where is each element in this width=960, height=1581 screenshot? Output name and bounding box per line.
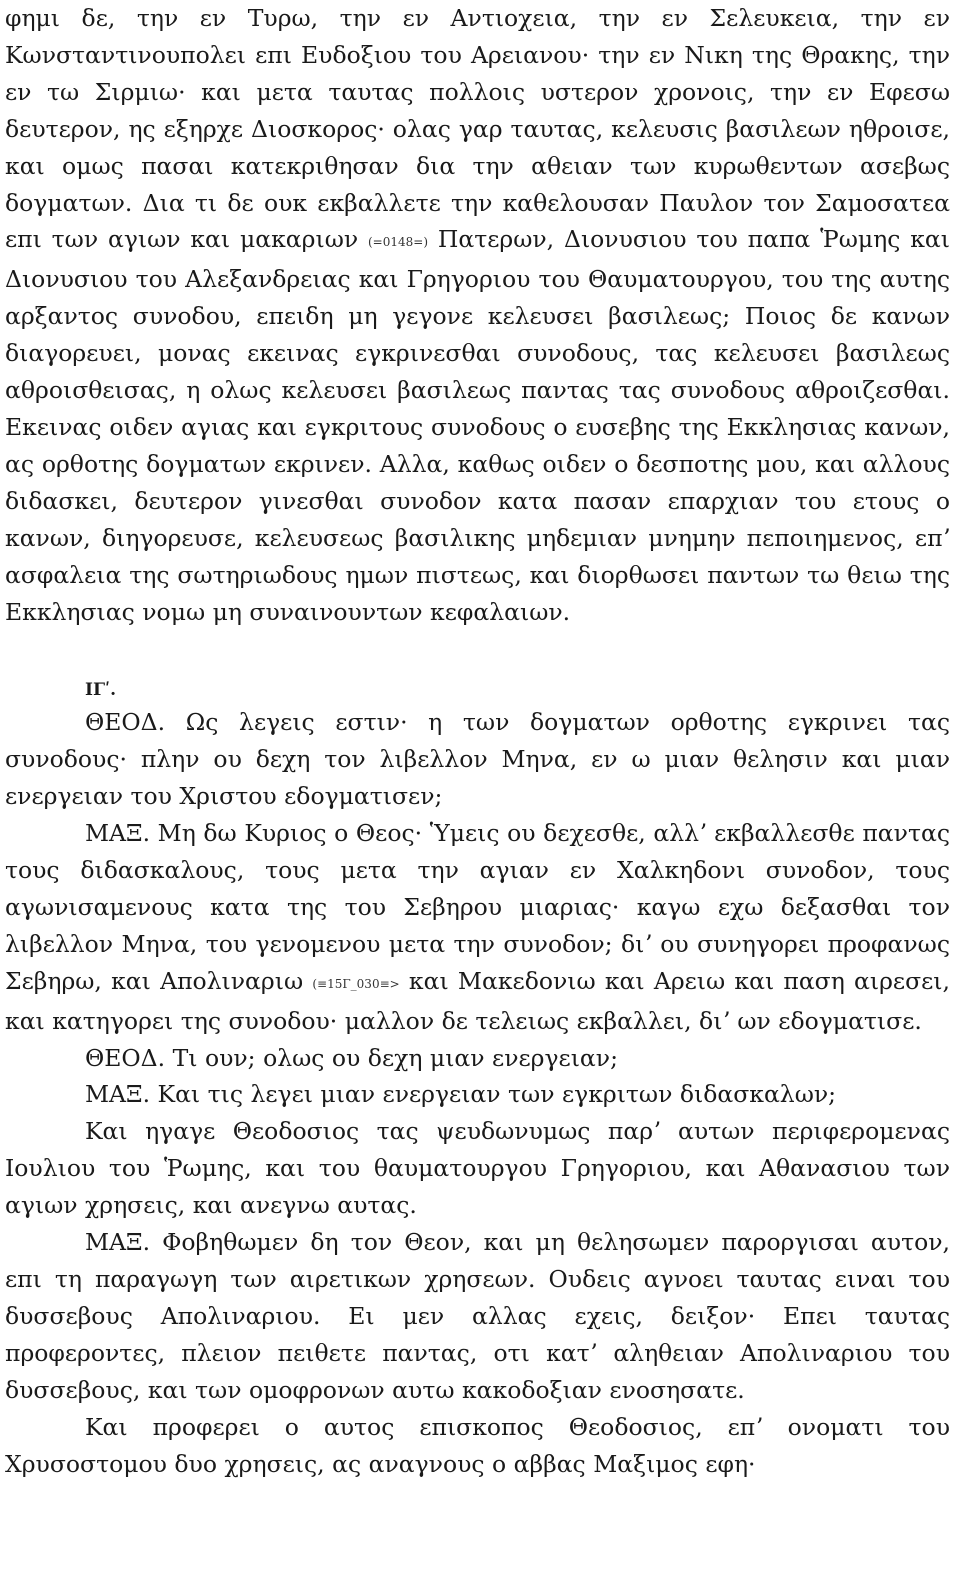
dialogue-paragraph-5: Και ηγαγε Θεοδοσιος τας ψευδωνυμως παρʼ αυτων περιφερομενας Ιουλιου του Ῥωμης, και του θαυματουργου Γρηγοριου, και Αθανασιου των αγιων χρησεις, και ανεγνω αυτας. bbox=[5, 1117, 950, 1220]
dialogue-paragraph-2-text-a: ΜΑΞ. Μη δω Κυριος ο Θεος· Ὑμεις ου δεχεσθε, αλλʼ εκβαλλεσθε παντας τους διδασκαλους, τους μετα την αγιαν εν Χαλκηδονι συνοδον, τους αγωνισαμενους κατα της του Σεβηρου μιαριας· καγω εχω δεξασθαι τον λιβελλον Μηνα, του γενομενου μετα την συνοδον; διʼ ου συνηγορει προφανως Σεβηρω, και Απολιναριω bbox=[5, 819, 950, 995]
dialogue-paragraph-1: ΘΕΟΔ. Ως λεγεις εστιν· η των δογματων ορθοτης εγκρινει τας συνοδους· πλην ου δεχη τον λιβελλον Μηνα, εν ω μιαν θελησιν και μιαν ενεργειαν του Χριστου εδογματισεν; bbox=[5, 708, 950, 811]
dialogue-paragraph-3: ΘΕΟΔ. Τι ουν; ολως ου δεχη μιαν ενεργειαν; bbox=[85, 1043, 618, 1072]
dialogue-paragraph-2-text-b: και Μακεδονιω και Αρειω και παση αιρεσει, και κατηγορει της συνοδου· μαλλον δε τελειως εκβαλλει, διʼ ων εδογματισε. bbox=[5, 966, 950, 1035]
paragraph-gap bbox=[5, 630, 950, 667]
page-marker-2: (≡15Γ_030≡> bbox=[312, 976, 400, 991]
dialogue-paragraph-4: ΜΑΞ. Και τις λεγει μιαν ενεργειαν των εγκριτων διδασκαλων; bbox=[85, 1080, 837, 1109]
dialogue-paragraph-6: ΜΑΞ. Φοβηθωμεν δη τον Θεον, και μη θελησωμεν παροργισαι αυτον, επι τη παραγωγη των αιρετικων χρησεων. Ουδεις αγνοει ταυτας ειναι του δυσσεβους Απολιναριου. Ει μεν αλλας εχεις, δειξον· Επει ταυτας προφεροντες, πλειον πειθετε παντας, οτι κατʼ αληθειαν Απολιναριου του δυσσεβους, και των ομοφρονων αυτω κακοδοξιαν ενοσησατε. bbox=[5, 1228, 950, 1404]
paragraph-1 bbox=[5, 0, 950, 630]
dialogue-paragraph-2 bbox=[5, 815, 950, 1039]
paragraph-1-text-b: Πατερων, Διονυσιου του παπα Ῥωμης και Διονυσιου του Αλεξανδρειας και Γρηγοριου του Θαυματουργου, του της αυτης αρξαντος συνοδου, επειδη μη γεγονε κελευσει βασιλεως; Ποιος δε κανων διαγορευει, μονας εκεινας εγκρινεσθαι συνοδους, τας κελευσει βασιλεως αθροισθεισας, η ολως κελευσει βασιλεως παντας τας συνοδους αθροιζεσθαι. Εκεινας οιδεν αγιας και εγκριτους συνοδους ο ευσεβης της Εκκλησιας κανων, ας ορθοτης δογματων εκρινεν. Αλλα, καθως οιδεν ο δεσποτης μου, και αλλους διδασκει, δευτερον γινεσθαι συνοδον κατα πασαν επαρχιαν του ετους ο κανων, διηγορευσε, κελευσεως βασιλικης μηδεμιαν μνημην πεποιημενος, επʼ ασφαλεια της σωτηριωδους ημων πιστεως, και διορθωσει παντων τω θειω της Εκκλησιας νομω μη συναινουντων κεφαλαιων. bbox=[5, 225, 950, 626]
paragraph-1-text-a: φημι δε, την εν Τυρω, την εν Αντιοχεια, την εν Σελευκεια, την εν Κωνσταντινουπολει επι Ευδοξιου του Αρειανου· την εν Νικη της Θρακης, την εν τω Σιρμιω· και μετα ταυτας πολλοις υστερον χρονοις, την εν Εφεσω δευτερον, ης εξηρχε Διοσκορος· ολας γαρ ταυτας, κελευσις βασιλεων ηθροισε, και ομως πασαι κατεκριθησαν δια την αθειαν των κυρωθεντων ασεβως δογματων. Δια τι δε ουκ εκβαλλετε την καθελουσαν Παυλον τον Σαμοσατεα επι των αγιων και μακαριων bbox=[5, 4, 950, 254]
section-heading: ΙΓʹ. bbox=[85, 680, 117, 701]
page-marker: (=0148=) bbox=[368, 235, 429, 250]
dialogue-paragraph-7: Και προφερει ο αυτος επισκοπος Θεοδοσιος, επʼ ονοματι του Χρυσοστομου δυο χρησεις, ας αναγνους ο αββας Μαξιμος εφη· bbox=[5, 1412, 950, 1478]
